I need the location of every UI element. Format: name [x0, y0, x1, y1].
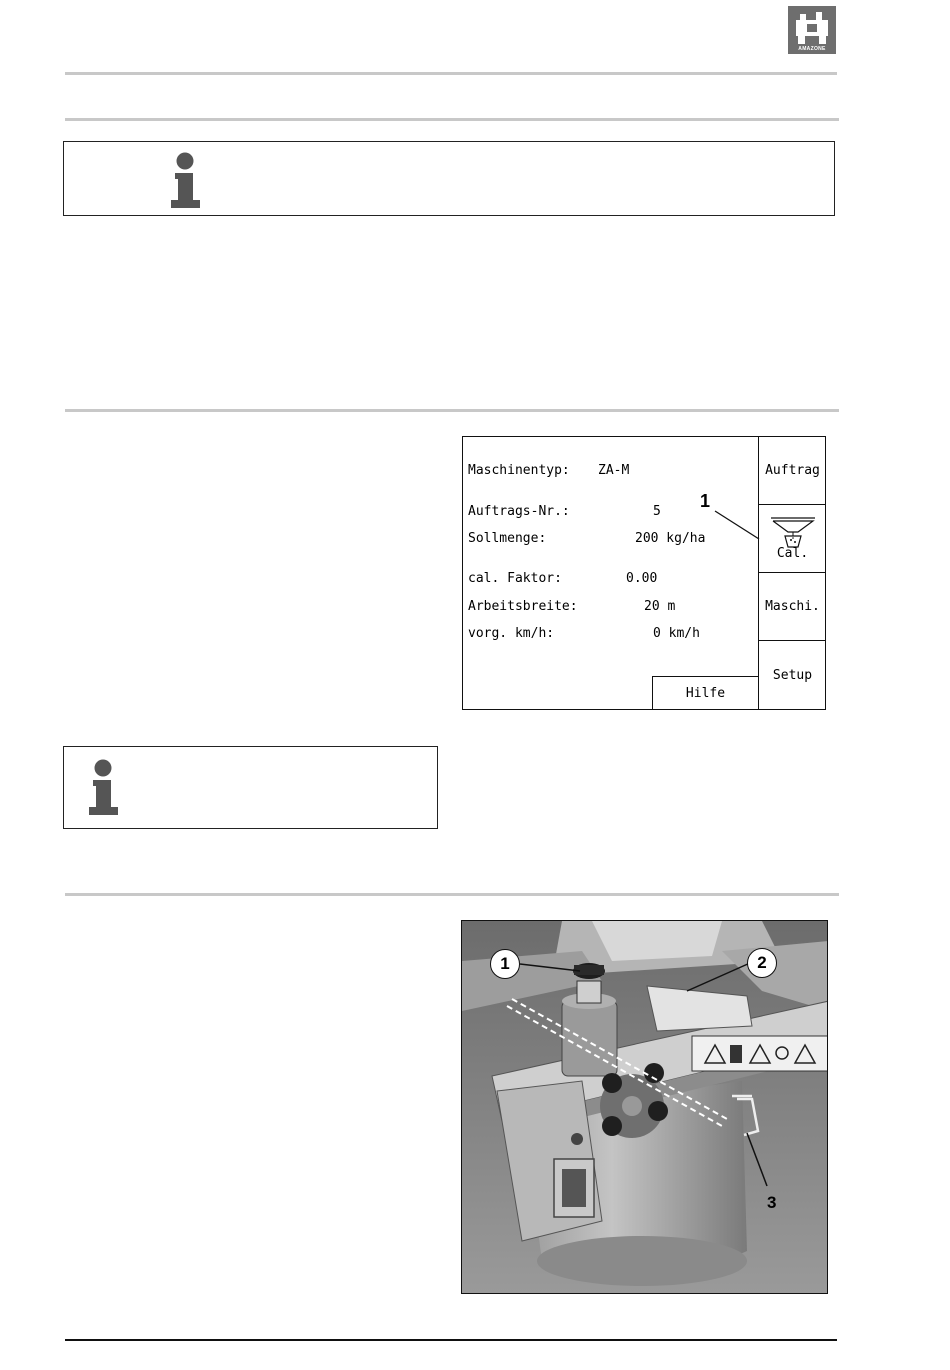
section-rule-2: [65, 409, 839, 412]
softkey-cal[interactable]: [758, 505, 826, 573]
row-target-rate-value: 200 kg/ha: [635, 531, 706, 546]
section-rule-3: [65, 893, 839, 896]
softkey-auftrag-label: Auftrag: [765, 463, 820, 478]
row-cal-factor-label: cal. Faktor:: [468, 571, 562, 586]
spreader-icon: [770, 516, 816, 548]
logo-text: AMAZONE: [798, 46, 826, 52]
softkey-maschi-label: Maschi.: [765, 599, 820, 614]
softkey-hilfe-label: Hilfe: [685, 686, 726, 701]
row-working-width-value: 20 m: [644, 599, 676, 614]
softkey-auftrag[interactable]: [758, 437, 826, 505]
row-cal-factor-value: 0.00: [626, 571, 658, 586]
display-callout-line: [713, 509, 763, 541]
row-speed-value: 0 km/h: [653, 626, 700, 641]
spreader-photo: [461, 920, 828, 1294]
spreader-photo-illustration: [462, 921, 828, 1294]
row-machine-type-label: Maschinentyp:: [468, 463, 570, 478]
row-speed-label: vorg. km/h:: [468, 626, 555, 641]
footer-rule: [65, 1339, 837, 1341]
row-target-rate-label: Sollmenge:: [468, 531, 547, 546]
amazone-logo: [788, 6, 836, 54]
softkey-setup[interactable]: [758, 641, 826, 709]
row-job-number-value: 5: [653, 504, 661, 519]
row-job-number-label: Auftrags-Nr.:: [468, 504, 570, 519]
row-machine-type-value: ZA-M: [598, 463, 630, 478]
softkey-maschi[interactable]: [758, 573, 826, 641]
softkey-setup-label: Setup: [772, 667, 813, 683]
softkey-hilfe[interactable]: [652, 676, 758, 710]
softkey-cal-label: Cal.: [776, 546, 809, 561]
photo-callout-1: 1: [490, 949, 520, 979]
photo-callout-2: 2: [747, 948, 777, 978]
info-icon: [86, 759, 120, 817]
info-icon: [168, 152, 202, 210]
info-note-box-1: [63, 141, 835, 216]
row-working-width-label: Arbeitsbreite:: [468, 599, 578, 614]
terminal-display: [462, 436, 826, 710]
photo-callout-3: 3: [767, 1193, 777, 1212]
info-note-box-2: [63, 746, 438, 829]
section-rule-1: [65, 118, 839, 121]
header-rule: [65, 72, 837, 75]
display-callout-1: 1: [700, 491, 711, 511]
